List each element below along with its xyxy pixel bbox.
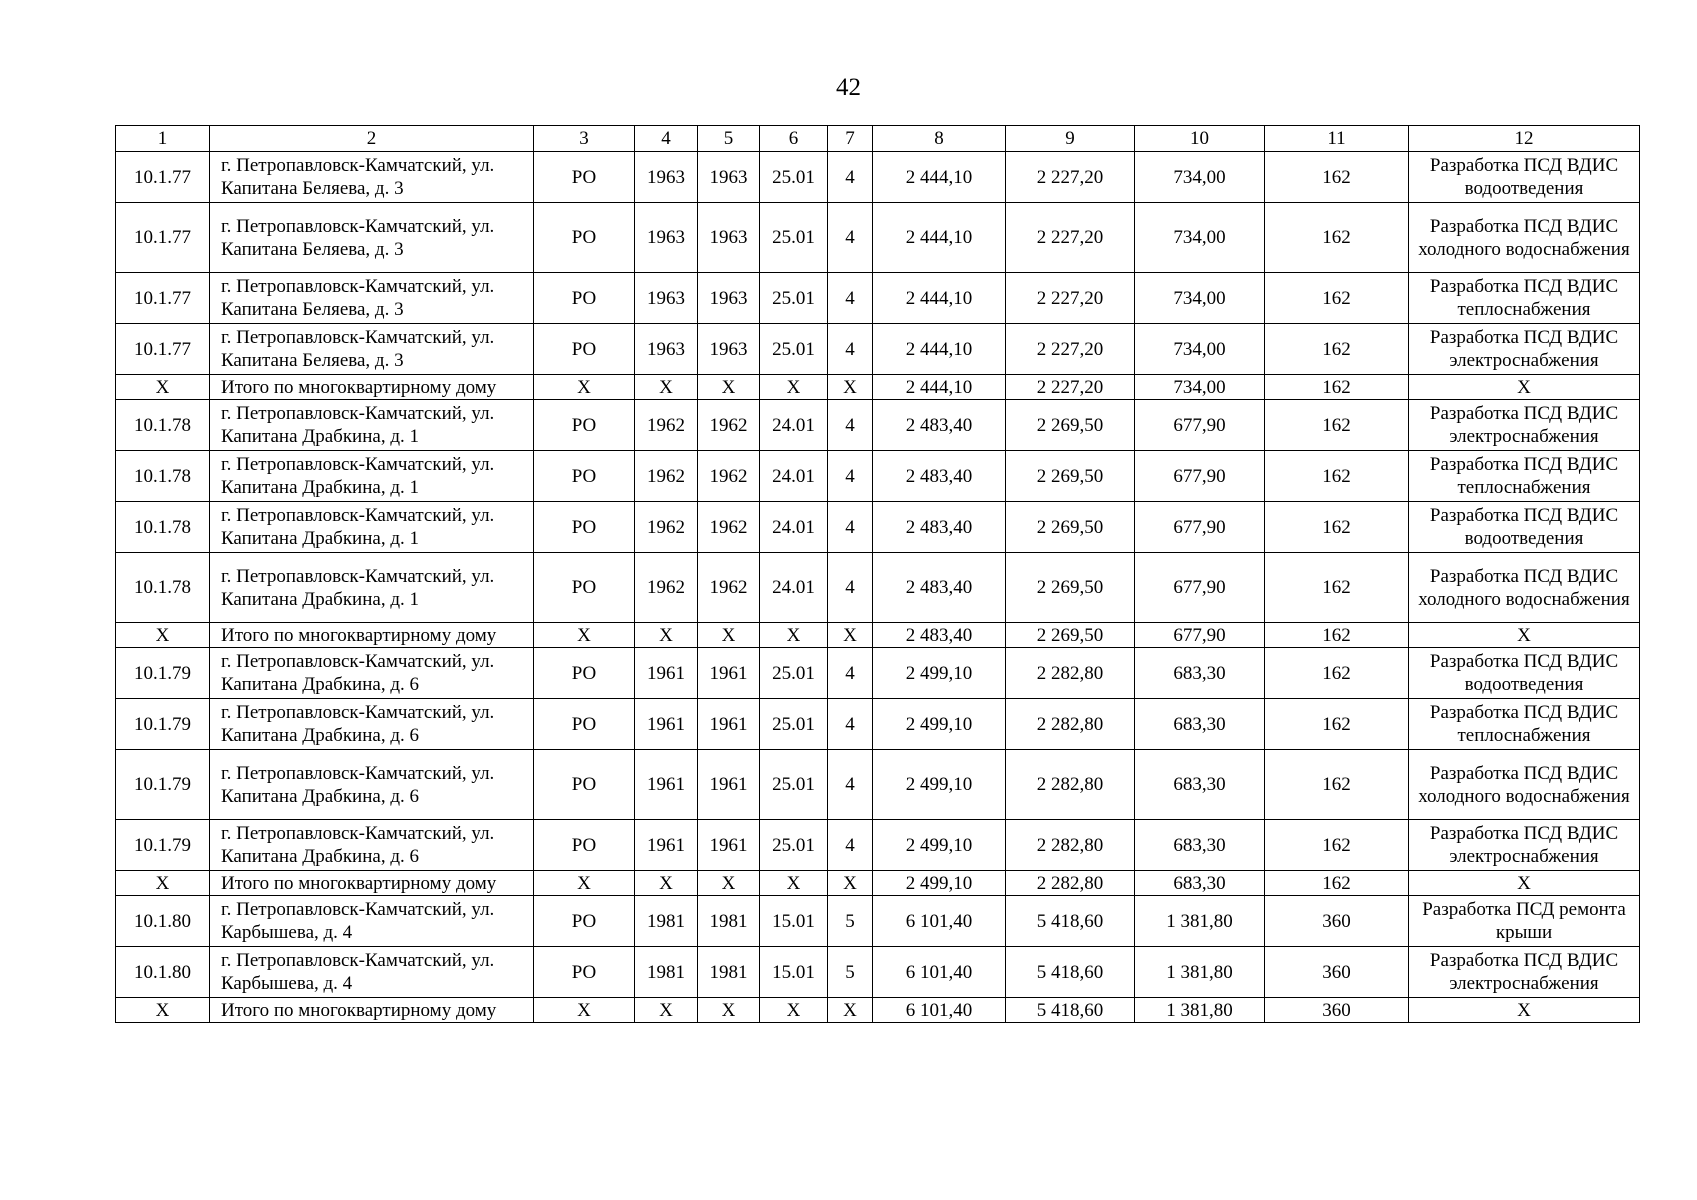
cell-address: г. Петропавловск-Камчатский, ул. Карбышева, д. 4	[210, 896, 534, 947]
cell-address: г. Петропавловск-Камчатский, ул. Капитана Драбкина, д. 1	[210, 400, 534, 451]
cell-floors: 4	[828, 273, 873, 324]
cell-work-type: Разработка ПСД ВДИС электроснабжения	[1409, 400, 1640, 451]
cell-living-area: 2 269,50	[1006, 451, 1135, 502]
total-row	[116, 871, 1640, 896]
cell-wall-material: 24.01	[760, 400, 828, 451]
cell-residents: 162	[1265, 750, 1409, 820]
cell-address: Итого по многоквартирному дому	[210, 998, 534, 1023]
cell-living-area: 2 282,80	[1006, 648, 1135, 699]
cell-address: г. Петропавловск-Камчатский, ул. Капитана Драбкина, д. 6	[210, 750, 534, 820]
cell-floors: 4	[828, 203, 873, 273]
cell-wall-material: Х	[760, 375, 828, 400]
total-row	[116, 998, 1640, 1023]
cell-year-commission: 1981	[698, 896, 760, 947]
cell-residents: 162	[1265, 623, 1409, 648]
cell-total-area: 2 483,40	[873, 451, 1006, 502]
cell-year-commission: 1962	[698, 400, 760, 451]
cell-year-commission: 1962	[698, 553, 760, 623]
cell-total-area: 2 483,40	[873, 400, 1006, 451]
cell-wall-material: 15.01	[760, 896, 828, 947]
cell-address: г. Петропавловск-Камчатский, ул. Капитана Драбкина, д. 1	[210, 553, 534, 623]
table-row	[116, 451, 1640, 502]
cell-total-area: 2 483,40	[873, 502, 1006, 553]
column-header: 2	[210, 126, 534, 152]
cell-floors: 5	[828, 947, 873, 998]
cell-residents: 162	[1265, 553, 1409, 623]
cell-residents: 162	[1265, 871, 1409, 896]
cell-nonliving-area: 734,00	[1135, 324, 1265, 375]
cell-address: Итого по многоквартирному дому	[210, 375, 534, 400]
cell-year-built: Х	[635, 998, 698, 1023]
cell-address: г. Петропавловск-Камчатский, ул. Капитана Беляева, д. 3	[210, 152, 534, 203]
cell-item-number: 10.1.79	[116, 648, 210, 699]
cell-item-number: 10.1.78	[116, 502, 210, 553]
cell-year-commission: 1963	[698, 152, 760, 203]
cell-total-area: 6 101,40	[873, 896, 1006, 947]
cell-total-area: 2 483,40	[873, 553, 1006, 623]
cell-owner-type: РО	[534, 750, 635, 820]
program-table	[115, 125, 1640, 1023]
total-row	[116, 623, 1640, 648]
cell-year-commission: 1963	[698, 203, 760, 273]
table-row	[116, 896, 1640, 947]
cell-owner-type: РО	[534, 896, 635, 947]
column-header: 8	[873, 126, 1006, 152]
cell-wall-material: 25.01	[760, 648, 828, 699]
cell-residents: 360	[1265, 947, 1409, 998]
cell-owner-type: РО	[534, 820, 635, 871]
cell-living-area: 2 282,80	[1006, 820, 1135, 871]
cell-residents: 162	[1265, 699, 1409, 750]
cell-living-area: 2 282,80	[1006, 750, 1135, 820]
cell-year-built: 1961	[635, 699, 698, 750]
cell-nonliving-area: 677,90	[1135, 502, 1265, 553]
cell-owner-type: РО	[534, 152, 635, 203]
cell-living-area: 2 227,20	[1006, 375, 1135, 400]
cell-residents: 162	[1265, 502, 1409, 553]
cell-wall-material: Х	[760, 623, 828, 648]
cell-living-area: 2 282,80	[1006, 871, 1135, 896]
cell-wall-material: 15.01	[760, 947, 828, 998]
table-row	[116, 324, 1640, 375]
cell-nonliving-area: 734,00	[1135, 203, 1265, 273]
cell-total-area: 2 499,10	[873, 750, 1006, 820]
cell-year-built: 1963	[635, 273, 698, 324]
cell-work-type: Х	[1409, 871, 1640, 896]
column-header: 4	[635, 126, 698, 152]
table-row	[116, 273, 1640, 324]
cell-wall-material: 24.01	[760, 451, 828, 502]
cell-floors: 4	[828, 553, 873, 623]
cell-year-built: 1962	[635, 400, 698, 451]
cell-wall-material: 25.01	[760, 750, 828, 820]
cell-year-commission: Х	[698, 871, 760, 896]
column-header: 1	[116, 126, 210, 152]
cell-year-commission: Х	[698, 375, 760, 400]
cell-work-type: Х	[1409, 623, 1640, 648]
table-row	[116, 947, 1640, 998]
column-header: 12	[1409, 126, 1640, 152]
cell-floors: 5	[828, 896, 873, 947]
table-header-row	[116, 126, 1640, 152]
cell-floors: Х	[828, 998, 873, 1023]
cell-owner-type: РО	[534, 699, 635, 750]
cell-work-type: Разработка ПСД ВДИС электроснабжения	[1409, 820, 1640, 871]
cell-living-area: 2 269,50	[1006, 400, 1135, 451]
column-header: 10	[1135, 126, 1265, 152]
cell-floors: 4	[828, 502, 873, 553]
cell-work-type: Разработка ПСД ВДИС холодного водоснабжения	[1409, 203, 1640, 273]
cell-address: Итого по многоквартирному дому	[210, 871, 534, 896]
cell-residents: 162	[1265, 273, 1409, 324]
cell-address: г. Петропавловск-Камчатский, ул. Капитана Беляева, д. 3	[210, 203, 534, 273]
cell-work-type: Разработка ПСД ВДИС холодного водоснабжения	[1409, 750, 1640, 820]
cell-item-number: 10.1.79	[116, 820, 210, 871]
cell-total-area: 2 444,10	[873, 152, 1006, 203]
column-header: 7	[828, 126, 873, 152]
cell-total-area: 2 499,10	[873, 699, 1006, 750]
cell-wall-material: Х	[760, 871, 828, 896]
table-row	[116, 400, 1640, 451]
cell-year-commission: 1961	[698, 750, 760, 820]
column-header: 11	[1265, 126, 1409, 152]
cell-wall-material: 25.01	[760, 203, 828, 273]
cell-nonliving-area: 683,30	[1135, 648, 1265, 699]
cell-living-area: 2 227,20	[1006, 152, 1135, 203]
cell-wall-material: Х	[760, 998, 828, 1023]
cell-total-area: 2 444,10	[873, 273, 1006, 324]
cell-year-commission: 1961	[698, 648, 760, 699]
cell-nonliving-area: 677,90	[1135, 400, 1265, 451]
cell-item-number: 10.1.77	[116, 152, 210, 203]
cell-year-built: 1962	[635, 451, 698, 502]
cell-owner-type: РО	[534, 324, 635, 375]
cell-total-area: 6 101,40	[873, 947, 1006, 998]
cell-floors: 4	[828, 699, 873, 750]
cell-address: г. Петропавловск-Камчатский, ул. Капитана Драбкина, д. 1	[210, 502, 534, 553]
cell-floors: Х	[828, 871, 873, 896]
cell-item-number: Х	[116, 623, 210, 648]
column-header: 3	[534, 126, 635, 152]
cell-owner-type: РО	[534, 502, 635, 553]
cell-wall-material: 25.01	[760, 820, 828, 871]
cell-address: г. Петропавловск-Камчатский, ул. Капитана Драбкина, д. 1	[210, 451, 534, 502]
cell-work-type: Разработка ПСД ВДИС теплоснабжения	[1409, 273, 1640, 324]
cell-year-built: 1981	[635, 896, 698, 947]
cell-address: г. Петропавловск-Камчатский, ул. Капитана Драбкина, д. 6	[210, 820, 534, 871]
cell-year-built: Х	[635, 375, 698, 400]
cell-address: г. Петропавловск-Камчатский, ул. Капитана Беляева, д. 3	[210, 273, 534, 324]
cell-nonliving-area: 734,00	[1135, 152, 1265, 203]
cell-living-area: 5 418,60	[1006, 896, 1135, 947]
cell-owner-type: Х	[534, 871, 635, 896]
cell-work-type: Разработка ПСД ВДИС теплоснабжения	[1409, 699, 1640, 750]
cell-residents: 162	[1265, 820, 1409, 871]
cell-floors: 4	[828, 820, 873, 871]
cell-living-area: 5 418,60	[1006, 998, 1135, 1023]
cell-year-built: 1981	[635, 947, 698, 998]
cell-total-area: 2 499,10	[873, 820, 1006, 871]
cell-year-commission: 1962	[698, 502, 760, 553]
cell-item-number: 10.1.77	[116, 324, 210, 375]
cell-address: Итого по многоквартирному дому	[210, 623, 534, 648]
cell-work-type: Х	[1409, 375, 1640, 400]
cell-total-area: 2 499,10	[873, 871, 1006, 896]
table-row	[116, 820, 1640, 871]
cell-year-built: 1962	[635, 553, 698, 623]
table-row	[116, 648, 1640, 699]
cell-residents: 162	[1265, 400, 1409, 451]
cell-year-built: 1963	[635, 152, 698, 203]
cell-year-commission: Х	[698, 623, 760, 648]
cell-item-number: Х	[116, 998, 210, 1023]
column-header: 5	[698, 126, 760, 152]
cell-nonliving-area: 683,30	[1135, 871, 1265, 896]
table-row	[116, 152, 1640, 203]
cell-residents: 162	[1265, 324, 1409, 375]
cell-nonliving-area: 677,90	[1135, 451, 1265, 502]
cell-address: г. Петропавловск-Камчатский, ул. Капитана Драбкина, д. 6	[210, 648, 534, 699]
cell-year-commission: 1961	[698, 699, 760, 750]
cell-year-built: Х	[635, 871, 698, 896]
cell-year-built: Х	[635, 623, 698, 648]
cell-work-type: Х	[1409, 998, 1640, 1023]
cell-item-number: Х	[116, 375, 210, 400]
cell-item-number: Х	[116, 871, 210, 896]
cell-year-built: 1962	[635, 502, 698, 553]
column-header: 6	[760, 126, 828, 152]
table-row	[116, 553, 1640, 623]
cell-owner-type: РО	[534, 947, 635, 998]
cell-residents: 360	[1265, 896, 1409, 947]
cell-wall-material: 25.01	[760, 699, 828, 750]
cell-living-area: 2 269,50	[1006, 623, 1135, 648]
cell-work-type: Разработка ПСД ВДИС водоотведения	[1409, 648, 1640, 699]
cell-address: г. Петропавловск-Камчатский, ул. Капитана Беляева, д. 3	[210, 324, 534, 375]
cell-work-type: Разработка ПСД ВДИС водоотведения	[1409, 152, 1640, 203]
cell-year-commission: Х	[698, 998, 760, 1023]
cell-nonliving-area: 683,30	[1135, 699, 1265, 750]
cell-total-area: 2 444,10	[873, 324, 1006, 375]
table-row	[116, 203, 1640, 273]
cell-work-type: Разработка ПСД ВДИС теплоснабжения	[1409, 451, 1640, 502]
cell-work-type: Разработка ПСД ВДИС холодного водоснабжения	[1409, 553, 1640, 623]
cell-living-area: 2 269,50	[1006, 502, 1135, 553]
cell-owner-type: РО	[534, 400, 635, 451]
cell-total-area: 2 499,10	[873, 648, 1006, 699]
cell-item-number: 10.1.79	[116, 699, 210, 750]
cell-floors: 4	[828, 750, 873, 820]
cell-owner-type: Х	[534, 375, 635, 400]
cell-item-number: 10.1.77	[116, 273, 210, 324]
cell-total-area: 2 444,10	[873, 375, 1006, 400]
table-row	[116, 502, 1640, 553]
cell-total-area: 2 444,10	[873, 203, 1006, 273]
cell-living-area: 2 269,50	[1006, 553, 1135, 623]
cell-living-area: 2 282,80	[1006, 699, 1135, 750]
cell-work-type: Разработка ПСД ремонта крыши	[1409, 896, 1640, 947]
cell-nonliving-area: 677,90	[1135, 553, 1265, 623]
cell-total-area: 2 483,40	[873, 623, 1006, 648]
cell-floors: 4	[828, 648, 873, 699]
cell-nonliving-area: 683,30	[1135, 750, 1265, 820]
cell-wall-material: 25.01	[760, 152, 828, 203]
cell-wall-material: 25.01	[760, 273, 828, 324]
cell-item-number: 10.1.78	[116, 400, 210, 451]
cell-living-area: 2 227,20	[1006, 324, 1135, 375]
cell-floors: Х	[828, 375, 873, 400]
table-row	[116, 699, 1640, 750]
cell-owner-type: РО	[534, 648, 635, 699]
column-header: 9	[1006, 126, 1135, 152]
cell-owner-type: Х	[534, 623, 635, 648]
cell-wall-material: 24.01	[760, 553, 828, 623]
cell-residents: 162	[1265, 152, 1409, 203]
cell-total-area: 6 101,40	[873, 998, 1006, 1023]
cell-year-built: 1961	[635, 820, 698, 871]
cell-living-area: 2 227,20	[1006, 203, 1135, 273]
cell-nonliving-area: 734,00	[1135, 375, 1265, 400]
cell-year-commission: 1963	[698, 324, 760, 375]
cell-nonliving-area: 1 381,80	[1135, 896, 1265, 947]
cell-residents: 162	[1265, 451, 1409, 502]
cell-year-commission: 1962	[698, 451, 760, 502]
cell-owner-type: РО	[534, 451, 635, 502]
cell-item-number: 10.1.78	[116, 451, 210, 502]
cell-floors: Х	[828, 623, 873, 648]
table-row	[116, 750, 1640, 820]
cell-address: г. Петропавловск-Камчатский, ул. Карбышева, д. 4	[210, 947, 534, 998]
cell-floors: 4	[828, 400, 873, 451]
cell-owner-type: РО	[534, 553, 635, 623]
cell-nonliving-area: 1 381,80	[1135, 947, 1265, 998]
cell-year-built: 1963	[635, 324, 698, 375]
cell-item-number: 10.1.79	[116, 750, 210, 820]
cell-floors: 4	[828, 152, 873, 203]
cell-address: г. Петропавловск-Камчатский, ул. Капитана Драбкина, д. 6	[210, 699, 534, 750]
cell-owner-type: РО	[534, 273, 635, 324]
cell-wall-material: 24.01	[760, 502, 828, 553]
cell-residents: 360	[1265, 998, 1409, 1023]
page-number: 42	[836, 74, 861, 101]
cell-nonliving-area: 1 381,80	[1135, 998, 1265, 1023]
cell-item-number: 10.1.80	[116, 947, 210, 998]
cell-year-commission: 1963	[698, 273, 760, 324]
cell-work-type: Разработка ПСД ВДИС электроснабжения	[1409, 324, 1640, 375]
cell-year-built: 1961	[635, 750, 698, 820]
cell-item-number: 10.1.80	[116, 896, 210, 947]
cell-nonliving-area: 677,90	[1135, 623, 1265, 648]
cell-floors: 4	[828, 324, 873, 375]
cell-year-commission: 1961	[698, 820, 760, 871]
cell-year-commission: 1981	[698, 947, 760, 998]
cell-work-type: Разработка ПСД ВДИС электроснабжения	[1409, 947, 1640, 998]
cell-residents: 162	[1265, 203, 1409, 273]
cell-work-type: Разработка ПСД ВДИС водоотведения	[1409, 502, 1640, 553]
cell-owner-type: РО	[534, 203, 635, 273]
total-row	[116, 375, 1640, 400]
cell-nonliving-area: 734,00	[1135, 273, 1265, 324]
cell-floors: 4	[828, 451, 873, 502]
cell-living-area: 5 418,60	[1006, 947, 1135, 998]
cell-owner-type: Х	[534, 998, 635, 1023]
cell-item-number: 10.1.77	[116, 203, 210, 273]
cell-living-area: 2 227,20	[1006, 273, 1135, 324]
cell-residents: 162	[1265, 648, 1409, 699]
cell-year-built: 1961	[635, 648, 698, 699]
cell-nonliving-area: 683,30	[1135, 820, 1265, 871]
cell-wall-material: 25.01	[760, 324, 828, 375]
cell-year-built: 1963	[635, 203, 698, 273]
cell-residents: 162	[1265, 375, 1409, 400]
cell-item-number: 10.1.78	[116, 553, 210, 623]
